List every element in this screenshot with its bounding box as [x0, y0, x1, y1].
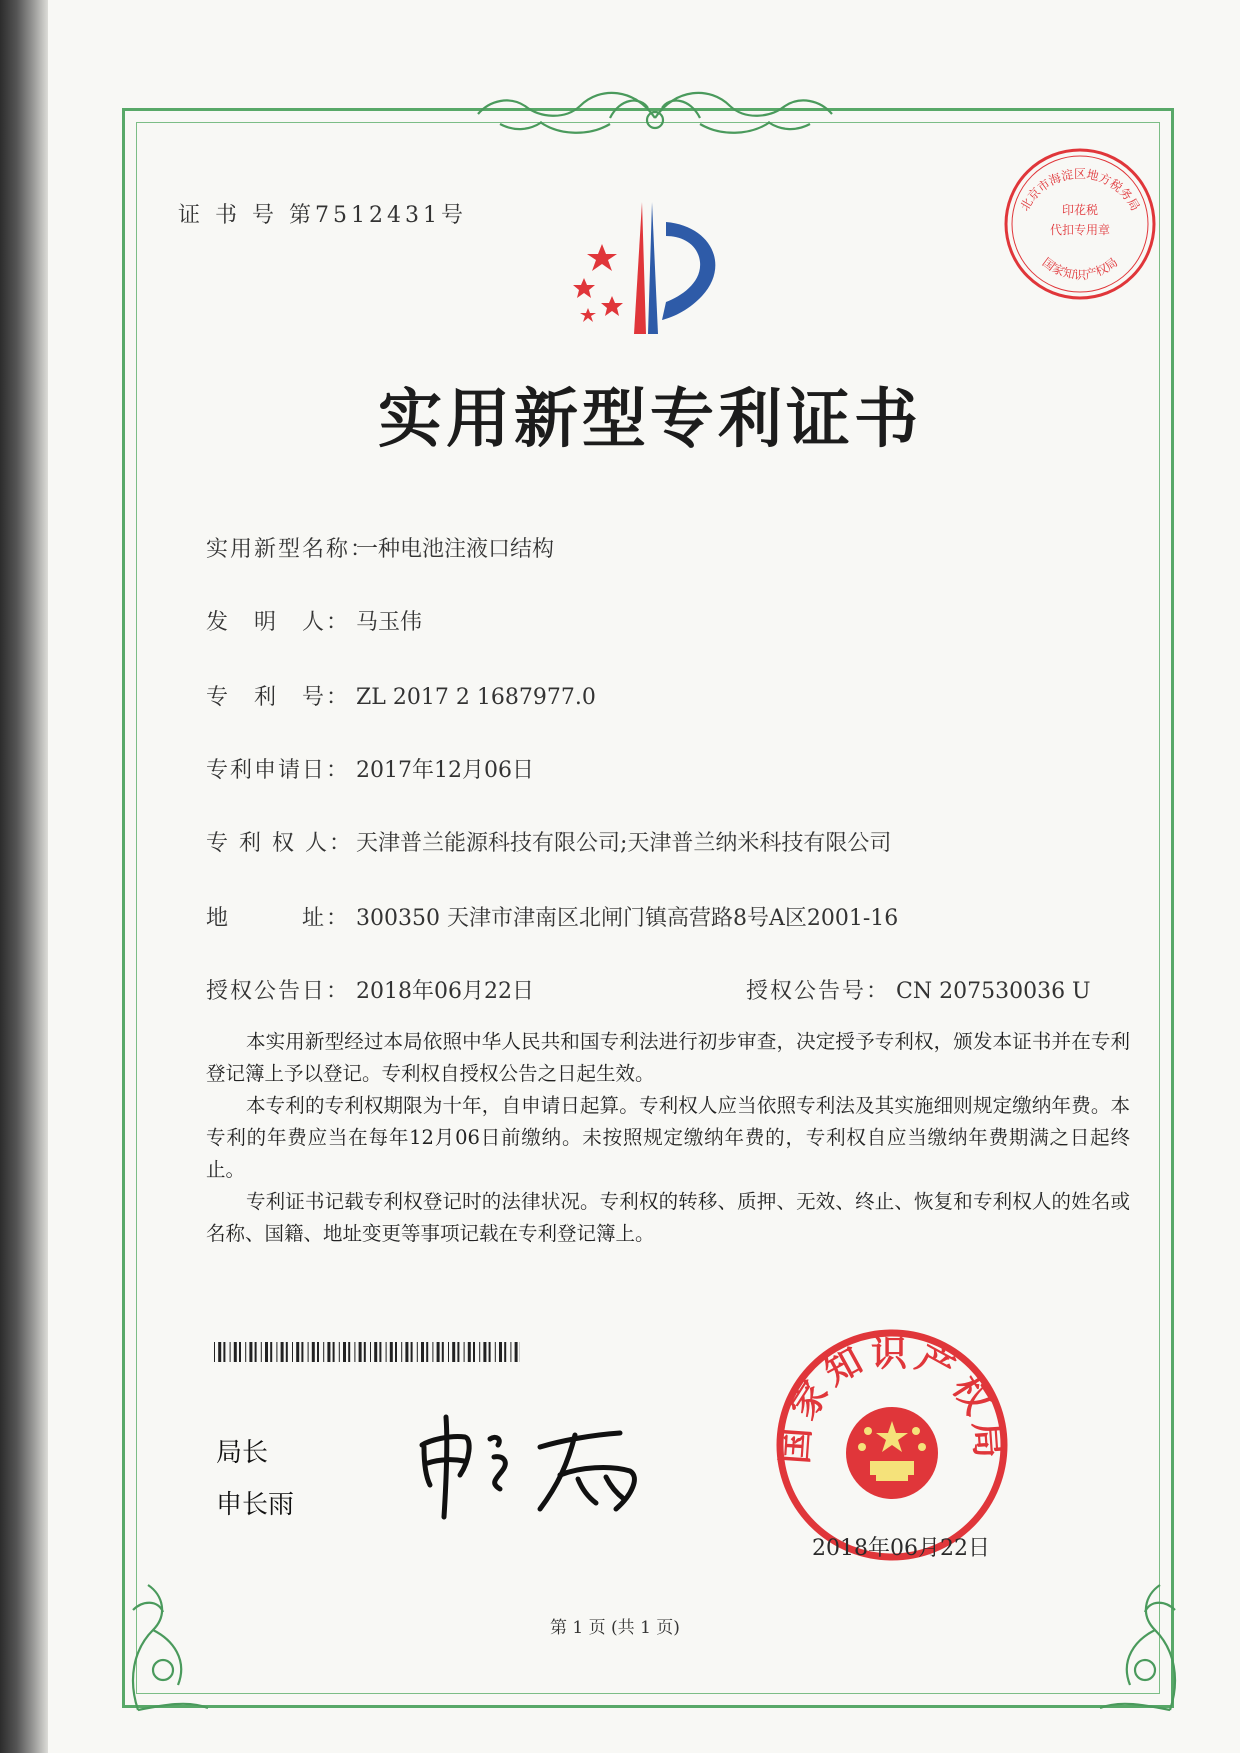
barcode-bar: [343, 1342, 346, 1362]
barcode-bar: [464, 1342, 465, 1362]
field-label: 专 利 号：: [206, 685, 351, 710]
field-value: 天津普兰能源科技有限公司;天津普兰纳米科技有限公司: [356, 831, 892, 856]
barcode-bar: [432, 1342, 433, 1362]
barcode-bar: [448, 1342, 449, 1362]
barcode-bar: [483, 1342, 486, 1362]
barcode-bar: [308, 1342, 309, 1362]
top-ornament: [470, 78, 840, 144]
field-value: CN 207530036 U: [896, 979, 1091, 1004]
field-label: 专 利 权 人：: [206, 831, 353, 856]
barcode-bar: [354, 1342, 355, 1362]
barcode-bar: [265, 1342, 268, 1362]
tax-seal-center-line1: 印花税: [1061, 203, 1099, 217]
barcode-bar: [339, 1342, 340, 1362]
page-number: 第 1 页 (共 1 页): [550, 1618, 680, 1638]
bottom-left-ornament: [118, 1570, 228, 1720]
seal-date: 2018年06月22日: [812, 1536, 990, 1561]
barcode-bar: [317, 1342, 319, 1362]
body-paragraph: 本专利的专利权期限为十年，自申请日起算。专利权人应当依照专利法及其实施细则规定缴纳年费。本专利的年费应当在每年12月06日前缴纳。未按照规定缴纳年费的，专利权自应当缴纳年费期满之日起终止。: [206, 1094, 1130, 1181]
field-announcement-date: [206, 974, 534, 1005]
field-patent-number: [206, 680, 596, 711]
barcode-bar: [499, 1342, 502, 1362]
barcode-bar: [452, 1342, 455, 1362]
field-value: 马玉伟: [356, 610, 423, 635]
national-emblem-icon: [846, 1407, 938, 1499]
bottom-right-ornament: [1080, 1570, 1190, 1720]
barcode-bar: [239, 1342, 241, 1362]
body-paragraph: 专利证书记载专利权登记时的法律状况。专利权的转移、质押、无效、终止、恢复和专利权人的姓名或名称、国籍、地址变更等事项记载在专利登记簿上。: [206, 1190, 1130, 1245]
barcode-bar: [323, 1342, 324, 1362]
field-inventor: [206, 605, 422, 636]
barcode-bar: [223, 1342, 225, 1362]
binding-strip: [0, 0, 48, 1753]
field-address: [206, 901, 898, 932]
barcode-bar: [421, 1342, 424, 1362]
director-name: 申长雨: [216, 1490, 295, 1520]
barcode-bar: [327, 1342, 330, 1362]
barcode-bar: [395, 1342, 397, 1362]
barcode-bar: [411, 1342, 413, 1362]
barcode-bar: [301, 1342, 303, 1362]
field-value: ZL 2017 2 1687977.0: [356, 685, 596, 710]
field-label: 地 址：: [206, 906, 351, 931]
field-label: 授权公告日：: [206, 979, 351, 1004]
field-value: 2017年12月06日: [356, 758, 534, 783]
barcode-bar: [401, 1342, 402, 1362]
barcode-bar: [281, 1342, 284, 1362]
field-utility-model-name: [206, 532, 554, 563]
barcode-bar: [390, 1342, 393, 1362]
barcode-bar: [405, 1342, 408, 1362]
tax-seal-ring-text: 北京市海淀区地方税务局: [1017, 167, 1143, 214]
barcode-bar: [437, 1342, 440, 1362]
barcode-bar: [374, 1342, 377, 1362]
field-label: 实用新型名称：: [206, 537, 375, 562]
seal-ring-text: 国家知识产权局: [774, 1333, 1010, 1466]
barcode-bar: [479, 1342, 480, 1362]
field-filing-date: [206, 753, 534, 784]
barcode-bar: [504, 1342, 506, 1362]
barcode-bar: [379, 1342, 381, 1362]
barcode-bar: [510, 1342, 511, 1362]
barcode-bar: [417, 1342, 418, 1362]
barcode-bar: [270, 1342, 272, 1362]
barcode-bar: [515, 1342, 518, 1362]
barcode-bar: [292, 1342, 293, 1362]
barcode-bar: [255, 1342, 257, 1362]
field-patentee: [206, 826, 891, 857]
barcode-bar: [370, 1342, 371, 1362]
director-title: 局长: [216, 1438, 269, 1468]
barcode-bar: [245, 1342, 246, 1362]
barcode-bar: [214, 1342, 215, 1362]
barcode-bar: [495, 1342, 496, 1362]
barcode-bar: [234, 1342, 237, 1362]
barcode-bar: [359, 1342, 362, 1362]
patent-office-seal: [772, 1325, 1012, 1565]
barcode-bar: [364, 1342, 366, 1362]
field-announcement-number: [746, 974, 1091, 1005]
certificate-number: 证 书 号 第7512431号: [178, 203, 467, 228]
tax-seal: [1000, 144, 1160, 304]
barcode-bar: [276, 1342, 277, 1362]
barcode-bar: [442, 1342, 444, 1362]
barcode-bar: [473, 1342, 475, 1362]
barcode-bar: [249, 1342, 252, 1362]
barcode-bar: [230, 1342, 231, 1362]
field-value: 一种电池注液口结构: [356, 537, 555, 562]
barcode-bar: [218, 1342, 221, 1362]
barcode-bar: [489, 1342, 491, 1362]
svg-text:国家知识产权局: [1040, 255, 1121, 282]
certificate-body-text: [206, 1026, 1130, 1250]
tax-seal-bottom-text: 国家知识产权局: [1039, 255, 1121, 282]
field-label: 专利申请日：: [206, 758, 351, 783]
barcode-bar: [312, 1342, 315, 1362]
field-label: 授权公告号：: [746, 979, 891, 1004]
barcode-bar: [457, 1342, 459, 1362]
barcode-bar: [348, 1342, 350, 1362]
barcode-bar: [286, 1342, 288, 1362]
tax-seal-center-line2: 代扣专用章: [1049, 223, 1111, 237]
field-value: 300350 天津市津南区北闸门镇高营路8号A区2001-16: [356, 906, 899, 931]
field-value: 2018年06月22日: [356, 979, 534, 1004]
field-label: 发 明 人：: [206, 610, 351, 635]
certificate-title: 实用新型专利证书: [378, 382, 922, 457]
barcode-bar: [468, 1342, 471, 1362]
barcode-bar: [296, 1342, 299, 1362]
patent-emblem-icon: [562, 196, 752, 346]
barcode: [214, 1342, 520, 1362]
barcode-bar: [426, 1342, 428, 1362]
barcode-bar: [333, 1342, 335, 1362]
director-signature: [410, 1405, 680, 1535]
body-paragraph: 本实用新型经过本局依照中华人民共和国专利法进行初步审查，决定授予专利权，颁发本证书并在专利登记簿上予以登记。专利权自授权公告之日起生效。: [206, 1030, 1130, 1085]
barcode-bar: [386, 1342, 387, 1362]
barcode-bar: [261, 1342, 262, 1362]
